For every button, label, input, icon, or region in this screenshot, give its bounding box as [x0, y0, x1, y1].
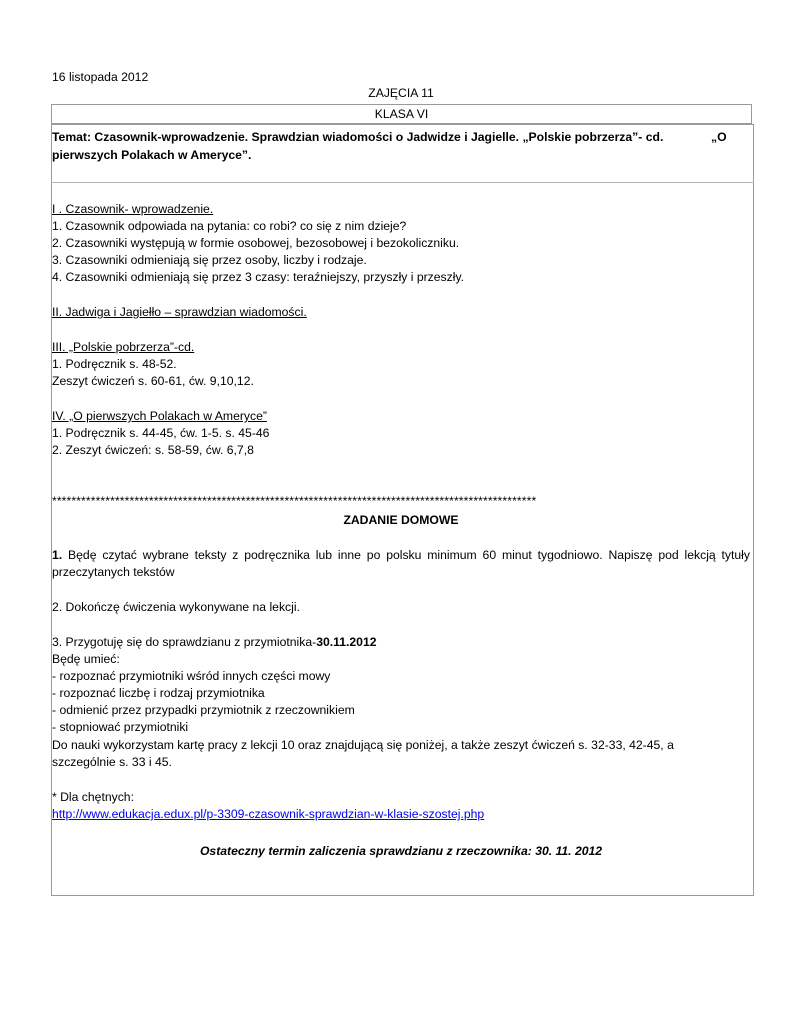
task1-number: 1. — [52, 548, 63, 562]
task3-text: 3. Przygotuję się do sprawdzianu z przymiotnika- — [52, 635, 317, 649]
class-label: KLASA VI — [51, 104, 752, 124]
study-line: Do nauki wykorzystam kartę pracy z lekcji 10 oraz znajdującą się poniżej, a także zeszyt ćwiczeń s. 32-33, 42-45, a — [52, 738, 674, 752]
lesson-topic — [52, 129, 742, 164]
homework-task-1 — [52, 547, 750, 581]
section1-item: 2. Czasowniki występują w formie osobowej, bezosobowej i bezokoliczniku. — [52, 236, 460, 250]
task1-text: Będę czytać wybrane teksty z podręcznika lub inne po polsku minimum 60 minut tygodniowo. Napiszę pod lekcją tytuły przeczytanych tekstów — [52, 548, 750, 579]
section1-item: 4. Czasowniki odmieniają się przez 3 czasy: teraźniejszy, przyszły i przeszły. — [52, 270, 465, 284]
skill-item: - odmienić przez przypadki przymiotnik z rzeczownikiem — [52, 703, 355, 717]
task3-date: 30.11.2012 — [316, 635, 377, 649]
section4-heading: IV. „O pierwszych Polakach w Ameryce” — [52, 409, 267, 423]
topic-divider — [51, 182, 754, 183]
section1-item: 3. Czasowniki odmieniają się przez osoby, liczby i rodzaje. — [52, 253, 367, 267]
homework-task-3 — [52, 634, 377, 651]
section4-item: 2. Zeszyt ćwiczeń: s. 58-59, ćw. 6,7,8 — [52, 443, 254, 457]
topic-line2: pierwszych Polakach w Ameryce”. — [52, 147, 252, 162]
topic-main: Temat: Czasownik-wprowadzenie. Sprawdzian wiadomości o Jadwidze i Jagielle. „Polskie pobrzerza”- cd. — [52, 130, 664, 144]
study-line: szczególnie s. 33 i 45. — [52, 755, 172, 769]
section1-heading: I . Czasownik- wprowadzenie. — [52, 202, 214, 216]
section3-item: Zeszyt ćwiczeń s. 60-61, ćw. 9,10,12. — [52, 374, 254, 388]
document-date: 16 listopada 2012 — [52, 70, 149, 84]
extra-link[interactable]: http://www.edukacja.edux.pl/p-3309-czasownik-sprawdzian-w-klasie-szostej.php — [52, 807, 485, 821]
homework-title: ZADANIE DOMOWE — [343, 513, 459, 527]
topic-tail: „O — [711, 130, 727, 144]
skill-item: - rozpoznać liczbę i rodzaj przymiotnika — [52, 686, 265, 700]
section1-item: 1. Czasownik odpowiada na pytania: co robi? co się z nim dzieje? — [52, 219, 407, 233]
section4-item: 1. Podręcznik s. 44-45, ćw. 1-5. s. 45-46 — [52, 426, 270, 440]
final-deadline: Ostateczny termin zaliczenia sprawdzianu z rzeczownika: 30. 11. 2012 — [199, 844, 603, 858]
section2-heading: II. Jadwiga i Jagiełło – sprawdzian wiadomości. — [52, 305, 307, 319]
star-separator: **************************************************************************************************** — [52, 494, 537, 508]
section3-heading: III. „Polskie pobrzerza”-cd. — [52, 340, 195, 354]
skill-item: - stopniować przymiotniki — [52, 720, 189, 734]
lesson-number: ZAJĘCIA 11 — [368, 86, 434, 100]
homework-task-2: 2. Dokończę ćwiczenia wykonywane na lekcji. — [52, 600, 300, 614]
section3-item: 1. Podręcznik s. 48-52. — [52, 357, 177, 371]
skill-item: - rozpoznać przymiotniki wśród innych części mowy — [52, 669, 331, 683]
extra-label: * Dla chętnych: — [52, 790, 134, 804]
skills-intro: Będę umieć: — [52, 652, 120, 666]
